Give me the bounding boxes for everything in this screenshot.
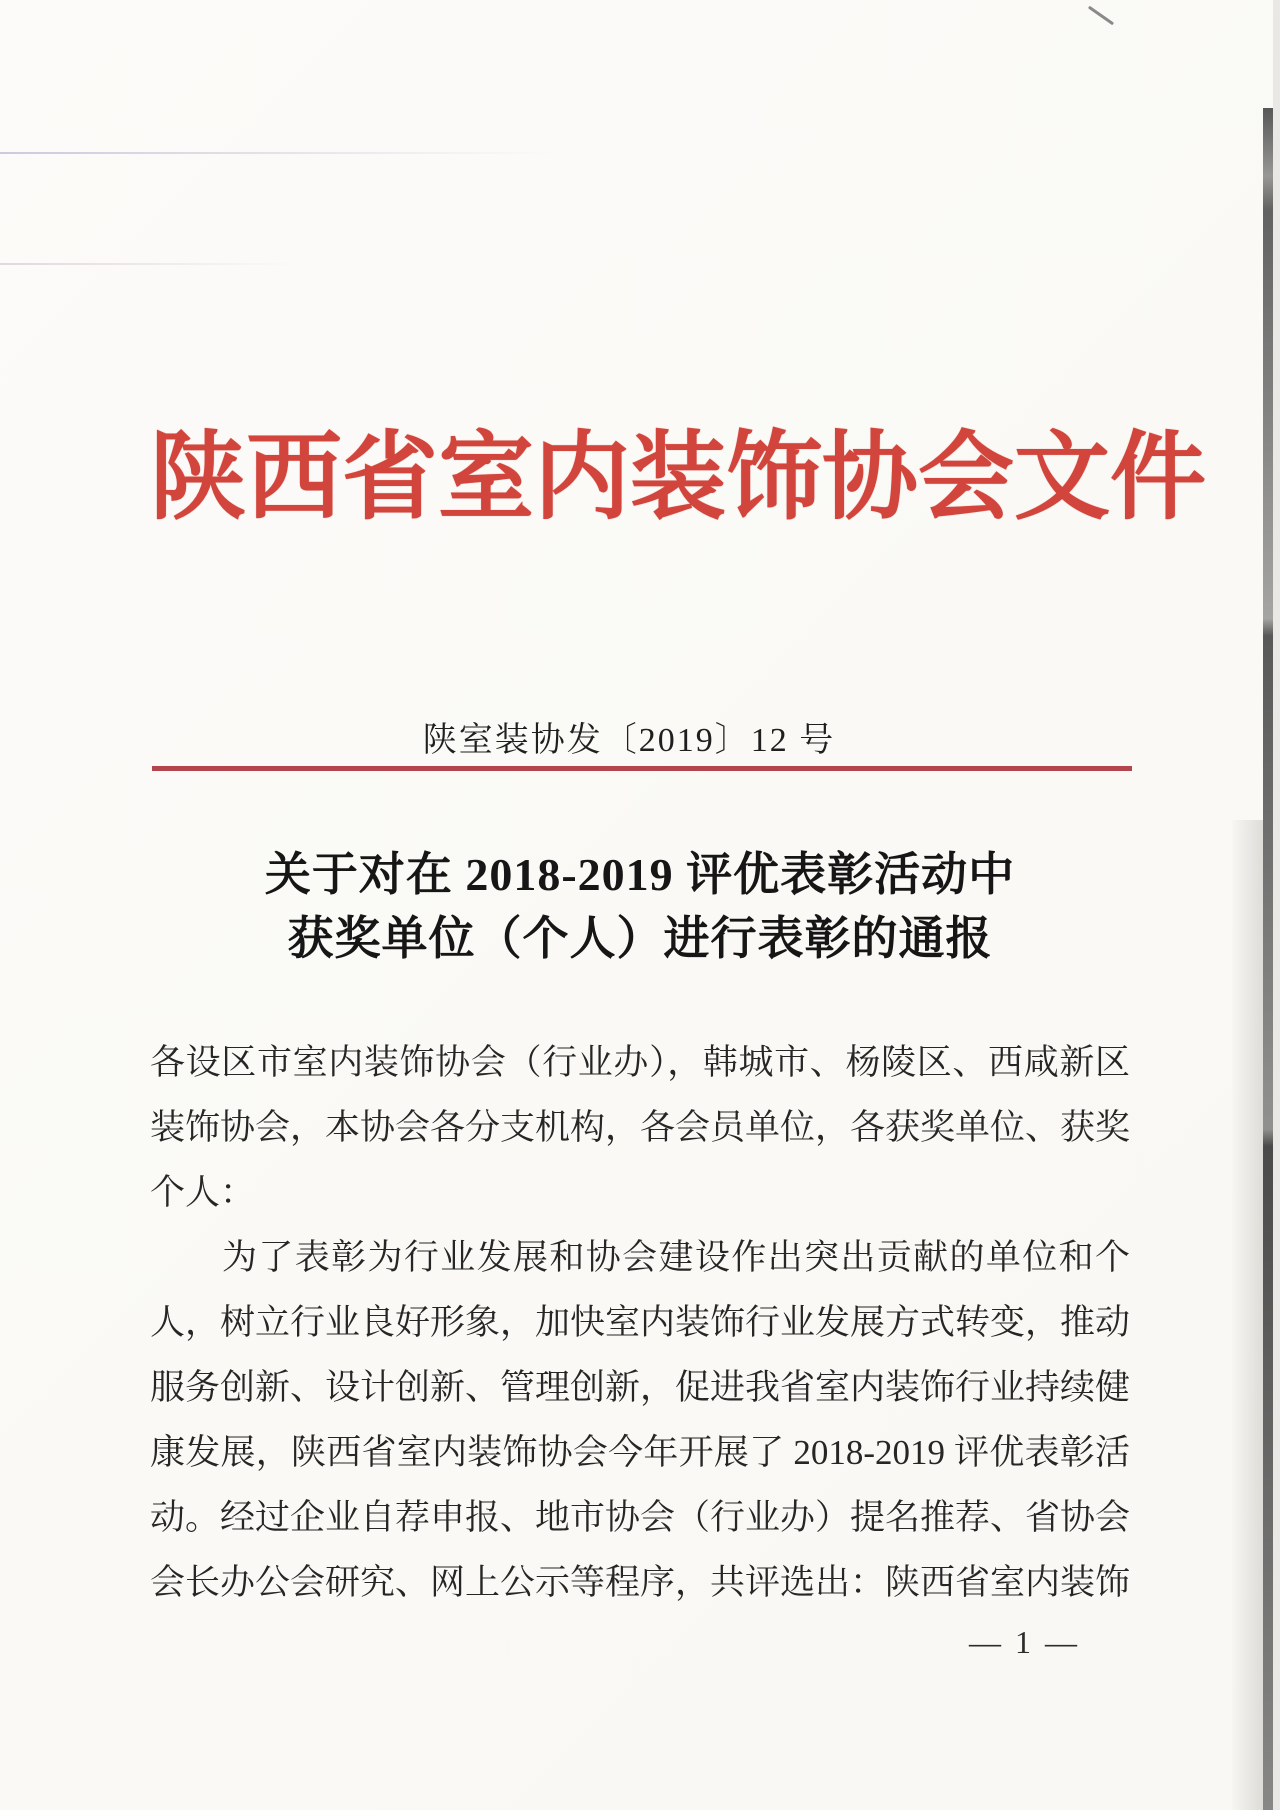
body-line: 装饰协会，本协会各分支机构，各会员单位，各获奖单位、获奖 <box>150 1108 1131 1147</box>
page-number: — 1 — <box>969 1624 1080 1660</box>
document-title-line-2: 获奖单位（个人）进行表彰的通报 <box>287 913 993 964</box>
scan-artifact-mark <box>1088 6 1114 26</box>
body-line: 人，树立行业良好形象，加快室内装饰行业发展方式转变，推动 <box>150 1303 1131 1342</box>
scan-background-edge <box>1273 0 1280 1810</box>
red-divider-rule <box>152 766 1132 771</box>
scan-artifact-line <box>0 152 560 154</box>
body-line: 为了表彰为行业发展和协会建设作出突出贡献的单位和个 <box>222 1238 1130 1277</box>
letterhead-title: 陕西省室内装饰协会文件 <box>150 424 1206 531</box>
scan-artifact-line <box>0 263 300 265</box>
scan-page-edge <box>1263 108 1273 1810</box>
document-number: 陕室装协发〔2019〕12 号 <box>422 722 836 759</box>
document-title <box>150 843 1130 971</box>
document-title-line-1: 关于对在 2018-2019 评优表彰活动中 <box>264 849 1016 900</box>
body-line: 会长办公会研究、网上公示等程序，共评选出：陕西省室内装饰 <box>150 1563 1131 1602</box>
body-line: 个人： <box>150 1173 256 1212</box>
scan-page-edge-shadow <box>1232 820 1263 1810</box>
body-line: 康发展，陕西省室内装饰协会今年开展了 2018-2019 评优表彰活 <box>150 1433 1130 1472</box>
body-line: 各设区市室内装饰协会（行业办），韩城市、杨陵区、西咸新区 <box>150 1043 1130 1082</box>
document-body <box>150 1030 1130 1615</box>
body-line: 服务创新、设计创新、管理创新，促进我省室内装饰行业持续健 <box>150 1368 1131 1407</box>
body-line: 动。经过企业自荐申报、地市协会（行业办）提名推荐、省协会 <box>150 1498 1131 1537</box>
